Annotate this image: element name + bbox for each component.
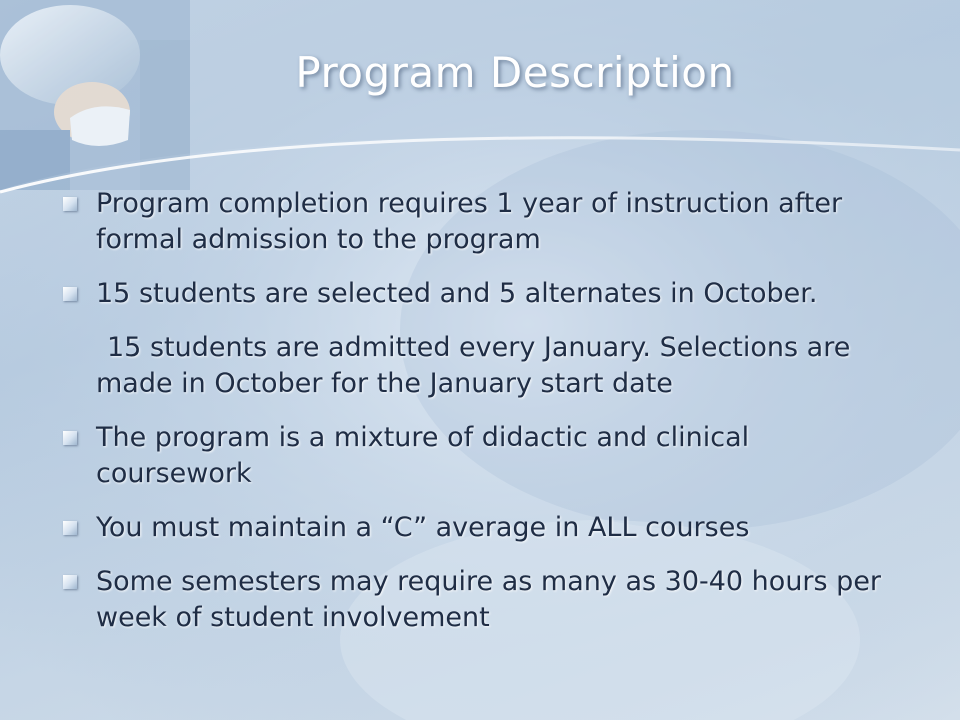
list-item [60,564,900,636]
square-bullet-icon [63,521,77,535]
list-item [60,276,900,312]
square-bullet-icon [63,197,77,211]
list-item [60,330,900,402]
list-item-text: Some semesters may require as many as 30-40 hours per week of student involvement [96,566,882,633]
list-item-text: You must maintain a “C” average in ALL courses [96,512,750,543]
list-item-text: 15 students are selected and 5 alternates in October. [96,278,818,309]
list-item-text [96,330,900,402]
square-bullet-icon [63,431,77,445]
list-item [60,510,900,546]
list-item [60,420,900,492]
list-item-text: The program is a mixture of didactic and clinical coursework [96,422,750,489]
indented-text: 15 students are admitted every January. Selections are made in October for the January start date [96,332,851,399]
square-bullet-icon [63,287,77,301]
bullet-list [60,186,900,654]
slide-title: Program Description [295,48,735,97]
list-item [60,186,900,258]
square-bullet-icon [63,575,77,589]
list-item-text: Program completion requires 1 year of instruction after formal admission to the program [96,188,843,255]
